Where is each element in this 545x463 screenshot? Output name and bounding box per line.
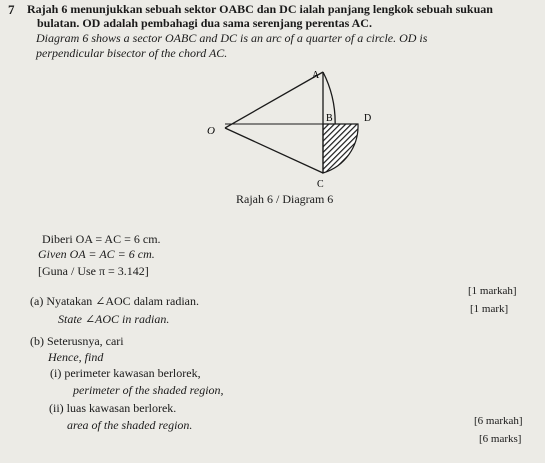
question-english-line-1: Diagram 6 shows a sector OABC and DC is an arc of a quarter of a circle. OD is	[36, 31, 428, 45]
sector-diagram	[190, 64, 380, 204]
part-a-marks-english: [1 mark]	[470, 303, 509, 315]
question-english-line-2: perpendicular bisector of the chord AC.	[36, 46, 228, 60]
part-b-ii-malay: (ii) luas kawasan berlorek.	[49, 401, 177, 415]
shaded-region	[323, 124, 358, 173]
part-b-i-malay: (i) perimeter kawasan berlorek,	[50, 366, 201, 380]
part-a-malay: (a) Nyatakan ∠AOC dalam radian.	[30, 294, 199, 308]
part-a-english: State ∠AOC in radian.	[58, 312, 170, 326]
part-b-english: Hence, find	[48, 350, 104, 364]
given-malay: Diberi OA = AC = 6 cm.	[42, 232, 161, 246]
label-c: C	[317, 179, 324, 190]
question-number: 7	[8, 2, 15, 17]
label-a: A	[312, 70, 320, 81]
part-b-marks-english: [6 marks]	[479, 433, 522, 445]
label-b: B	[326, 113, 333, 124]
question-malay-line-1: Rajah 6 menunjukkan sebuah sektor OABC dan DC ialah panjang lengkok sebuah sukuan	[27, 2, 493, 16]
radius-oc	[225, 128, 323, 173]
part-b-ii-english: area of the shaded region.	[67, 418, 193, 432]
label-o: O	[207, 125, 215, 137]
radius-oa	[225, 72, 323, 128]
part-b-malay: (b) Seterusnya, cari	[30, 334, 124, 348]
given-english: Given OA = AC = 6 cm.	[38, 247, 155, 261]
label-d: D	[364, 113, 372, 124]
part-b-i-english: perimeter of the shaded region,	[73, 383, 224, 397]
pi-note: [Guna / Use π = 3.142]	[38, 264, 149, 278]
part-b-marks-malay: [6 markah]	[474, 415, 523, 427]
part-a-marks-malay: [1 markah]	[468, 285, 517, 297]
figure-caption: Rajah 6 / Diagram 6	[236, 192, 334, 206]
question-malay-line-2: bulatan. OD adalah pembahagi dua sama serenjang perentas AC.	[37, 16, 372, 30]
